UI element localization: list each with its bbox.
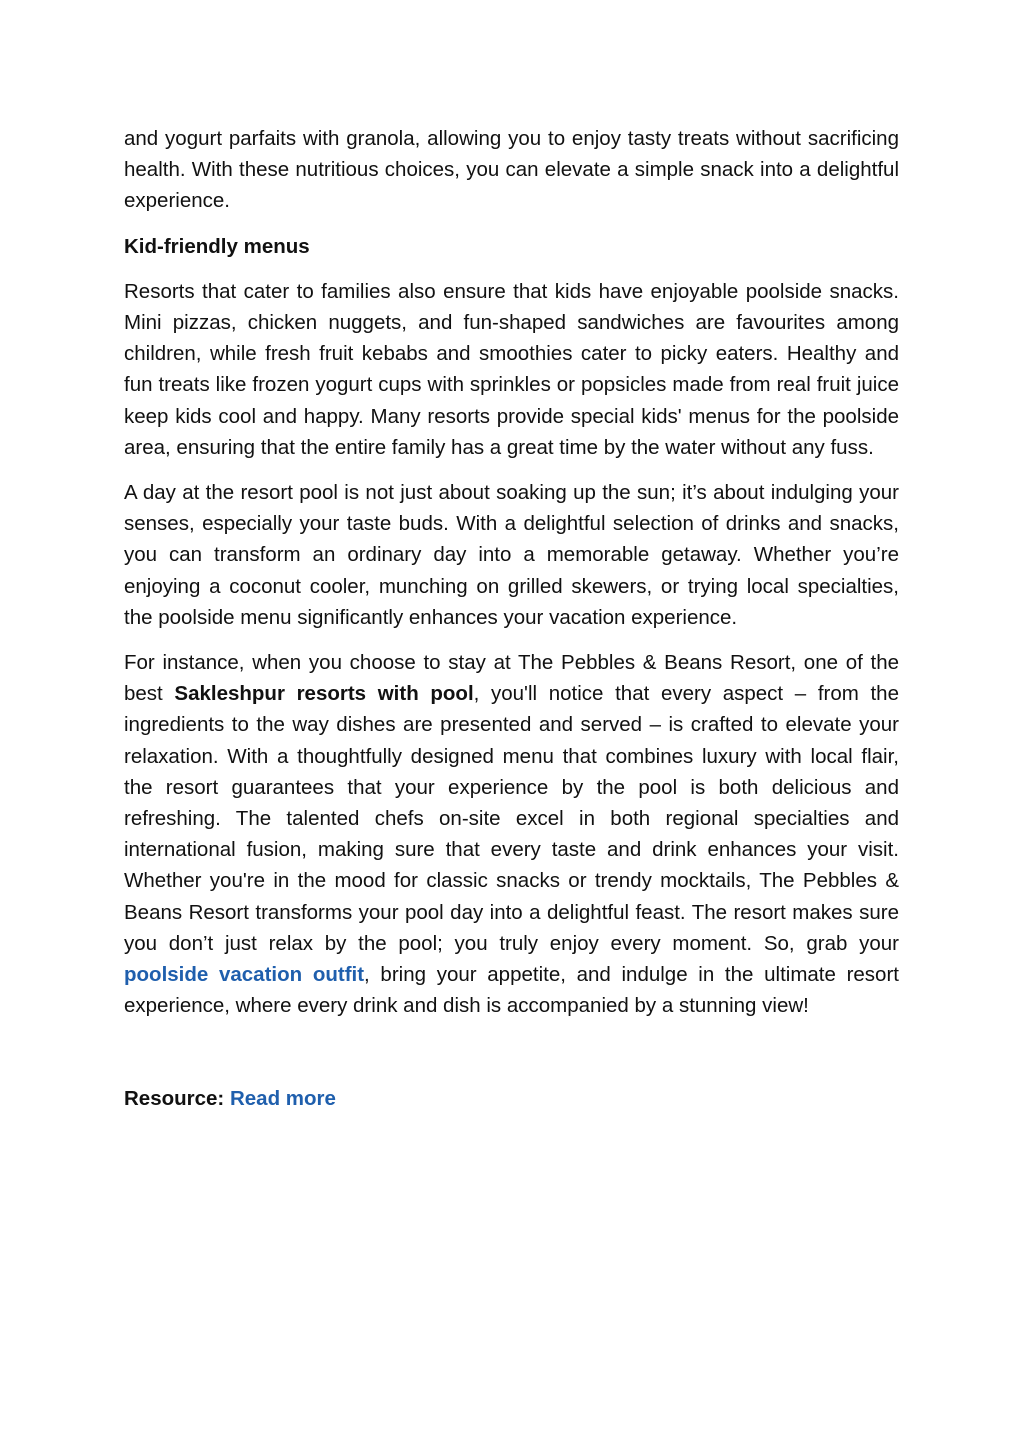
kid-friendly-paragraph: Resorts that cater to families also ensure that kids have enjoyable poolside snacks. Mini pizzas, chicken nuggets, and fun-shaped sandwiches are favourites among children, while fresh fruit kebabs and smoothies cater to picky eaters. Healthy and fun treats like frozen yogurt cups with sprinkles or popsicles made from real fruit juice keep kids cool and happy. Many resorts provide special kids' menus for the poolside area, ensuring that the entire family has a great time by the water without any fuss. <box>124 279 899 459</box>
paragraph-text-part3: , bring your appetite, and indulge in the ultimate resort experience, where every drink and dish is accompanied by a stunning view! <box>124 963 899 1018</box>
sakleshpur-resorts-bold-text: Sakleshpur resorts with pool <box>174 682 474 706</box>
kid-friendly-heading: Kid-friendly menus <box>124 234 310 258</box>
paragraph-text-part2: , you'll notice that every aspect – from the ingredients to the way dishes are presented and served – is crafted to elevate your relaxation. With a thoughtfully designed menu that combines luxury with local flair, the resort guarantees that your experience by the pool is both delicious and refreshing. The talented chefs on-site excel in both regional specialties and international fusion, making sure that every taste and drink enhances your visit. Whether you're in the mood for classic snacks or trendy mocktails, The Pebbles & Beans Resort transforms your pool day into a delightful feast. The resort makes sure you don’t just relax by the pool; you truly enjoy every moment. So, grab your <box>124 682 899 955</box>
poolside-vacation-outfit-link[interactable]: poolside vacation outfit <box>124 963 365 987</box>
resource-label: Resource: <box>124 1087 230 1111</box>
paragraph-text-part1: For instance, when you choose to stay at The Pebbles & Beans Resort, one of the best <box>124 651 899 706</box>
document-page <box>124 123 899 1115</box>
pebbles-beans-paragraph <box>124 647 899 1021</box>
intro-paragraph: and yogurt parfaits with granola, allowing you to enjoy tasty treats without sacrificing health. With these nutritious choices, you can elevate a simple snack into a delightful experience. <box>124 127 899 213</box>
resource-line <box>124 1083 899 1114</box>
read-more-link[interactable]: Read more <box>229 1087 336 1111</box>
resort-day-paragraph: A day at the resort pool is not just about soaking up the sun; it’s about indulging your senses, especially your taste buds. With a delightful selection of drinks and snacks, you can transform an ordinary day into a memorable getaway. Whether you’re enjoying a coconut cooler, munching on grilled skewers, or trying local specialties, the poolside menu significantly enhances your vacation experience. <box>124 481 899 629</box>
